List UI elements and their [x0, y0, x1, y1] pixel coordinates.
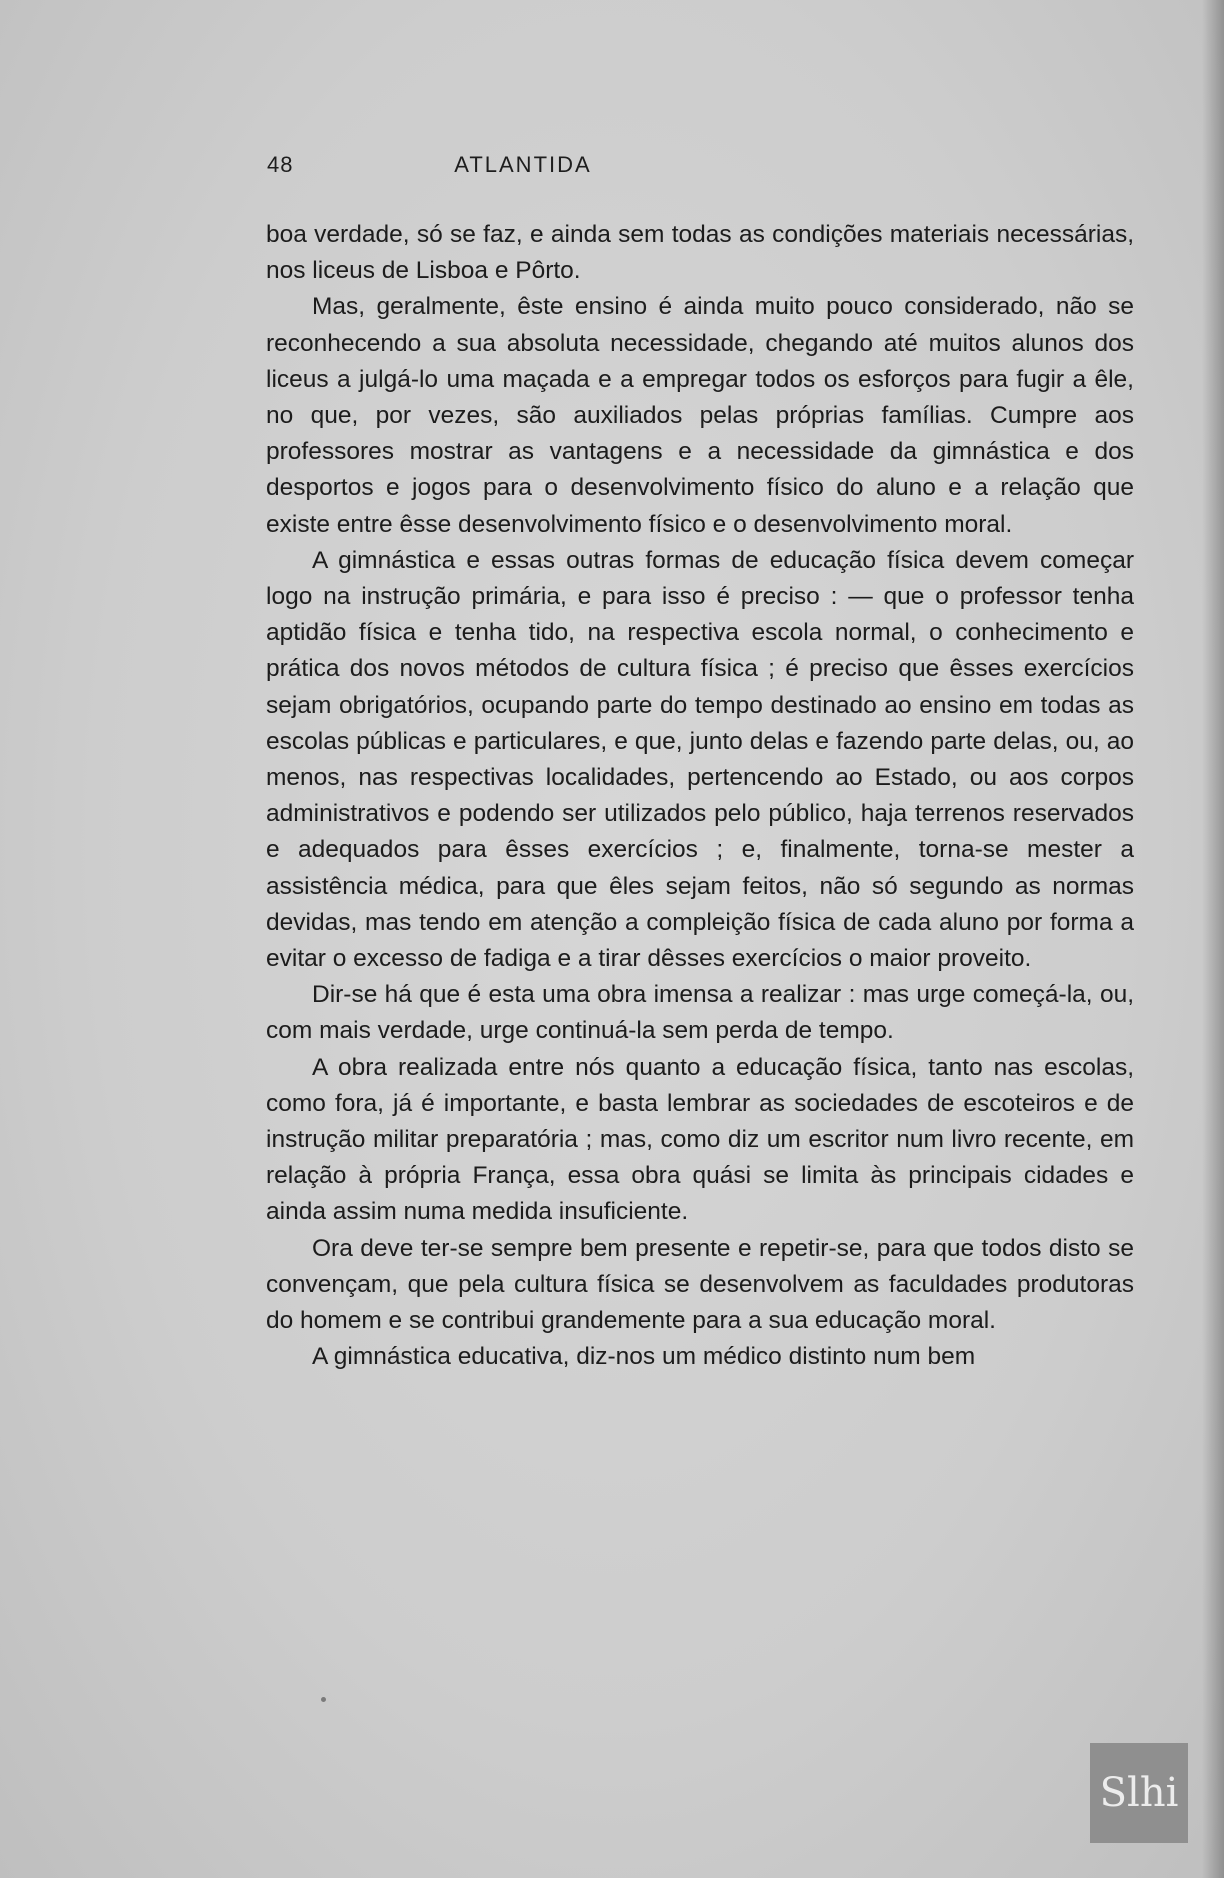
paragraph-1: boa verdade, só se faz, e ainda sem todas as condições materiais necessárias, nos liceus de Lisboa e Pôrto. [266, 221, 1134, 285]
paragraph-2: Mas, geralmente, êste ensino é ainda muito pouco considerado, não se reconhecendo a sua absoluta necessidade, chegando até muitos alunos dos liceus a julgá-lo uma maçada e a empregar todos os esforços para fugir a êle, no que, por vezes, são auxiliados pelas próprias famílias. Cumpre aos professores mostrar as vantagens e a necessidade da gimnástica e dos desportos e jogos para o desenvolvimento físico do aluno e a relação que existe entre êsse desenvolvimento físico e o desenvolvimento moral. [266, 293, 1134, 538]
page-header [267, 152, 779, 182]
page-edge-shadow [1202, 0, 1224, 1878]
paragraph-6: Ora deve ter-se sempre bem presente e repetir-se, para que todos disto se convençam, que pela cultura física se desenvolvem as faculdades produtoras do homem e se contribui grandemente para a sua educação moral. [266, 1234, 1134, 1335]
body-text [266, 217, 1134, 1376]
running-title: ATLANTIDA [454, 152, 592, 177]
paragraph-5: A obra realizada entre nós quanto a educação física, tanto nas escolas, como fora, já é importante, e basta lembrar as sociedades de escoteiros e de instrução militar preparatória ; mas, como diz um escritor num livro recente, em relação à própria França, essa obra quási se limita às principais cidades e ainda assim numa medida insuficiente. [266, 1053, 1134, 1226]
paragraph-4: Dir-se há que é esta uma obra imensa a realizar : mas urge começá-la, ou, com mais verdade, urge continuá-la sem perda de tempo. [266, 981, 1134, 1045]
page-number: 48 [267, 152, 294, 177]
library-logo: Slhi [1090, 1743, 1188, 1843]
ink-speck [321, 1697, 326, 1702]
paragraph-3: A gimnástica e essas outras formas de educação física devem começar logo na instrução primária, e para isso é preciso : — que o professor tenha aptidão física e tenha tido, na respectiva escola normal, o conhecimento e prática dos novos métodos de cultura física ; é preciso que êsses exercícios sejam obrigatórios, ocupando parte do tempo destinado ao ensino em todas as escolas públicas e particulares, e que, junto delas e fazendo parte delas, ou, ao menos, nas respectivas localidades, pertencendo ao Estado, ou aos corpos administrativos e podendo ser utilizados pelo público, haja terrenos reservados e adequados para êsses exercícios ; e, finalmente, torna-se mester a assistência médica, para que êles sejam feitos, não só segundo as normas devidas, mas tendo em atenção a compleição física de cada aluno por forma a evitar o excesso de fadiga e a tirar dêsses exercícios o maior proveito. [266, 546, 1134, 973]
paragraph-7: A gimnástica educativa, diz-nos um médico distinto num bem [312, 1343, 976, 1371]
